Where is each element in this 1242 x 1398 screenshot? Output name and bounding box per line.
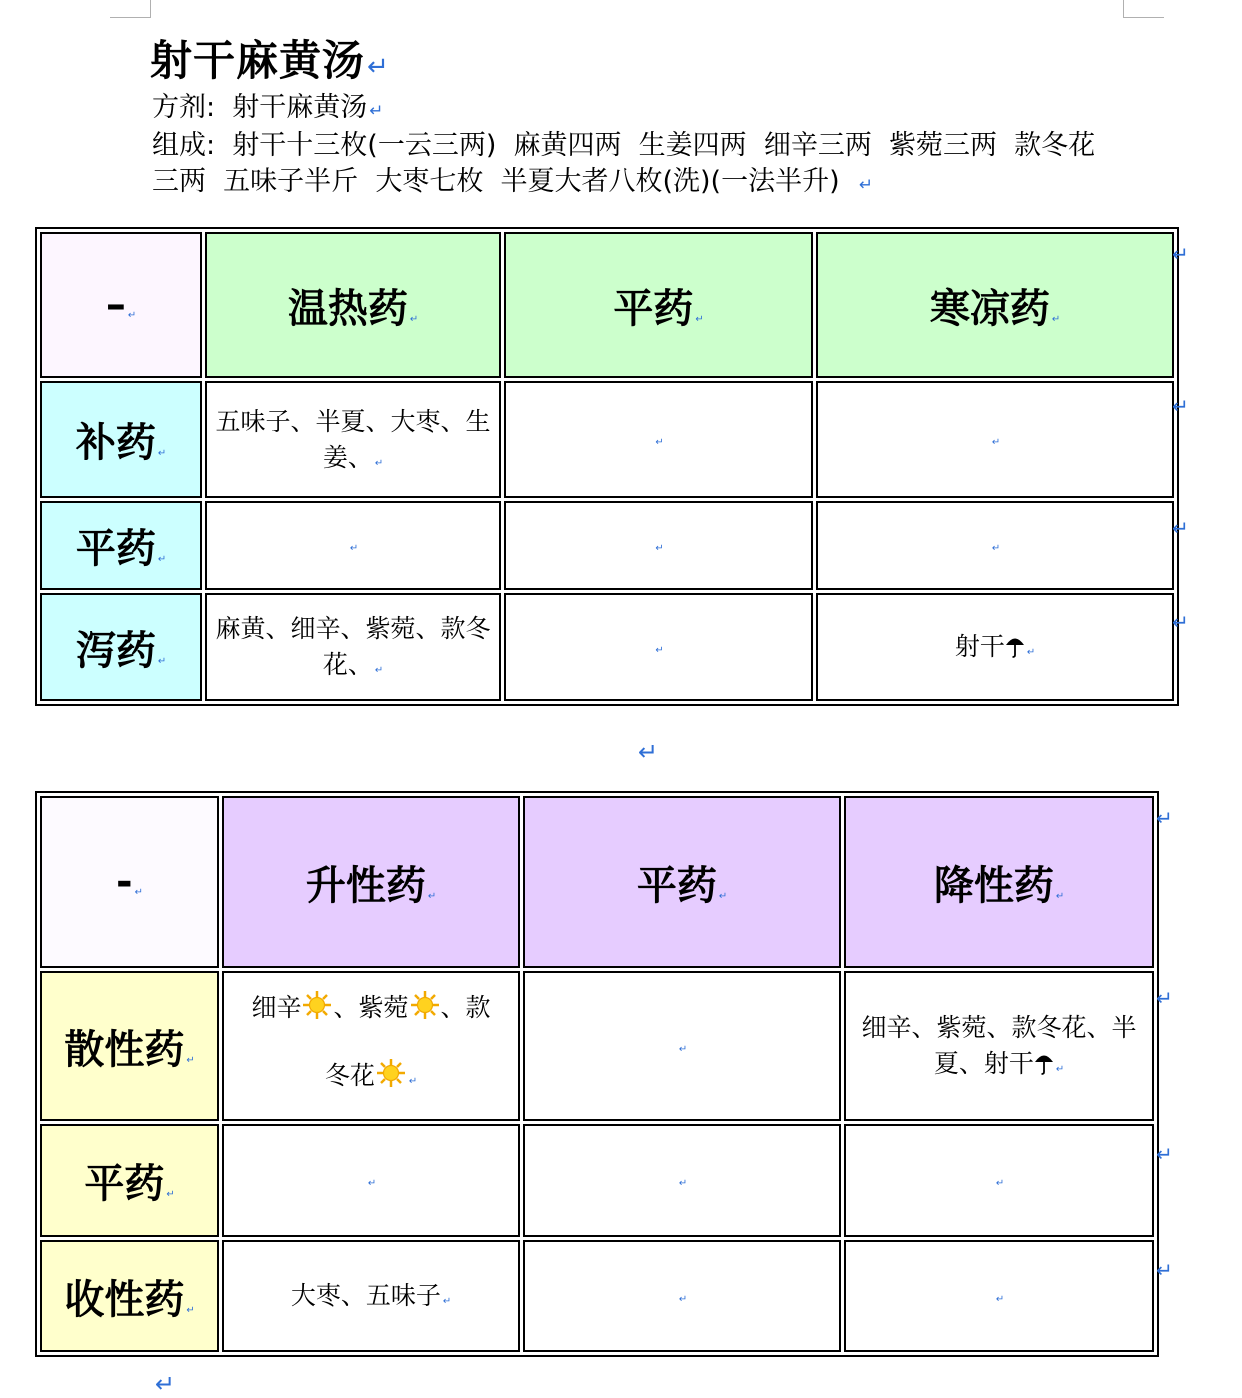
direction-table <box>35 791 1159 1357</box>
return-mark-icon: ↵ <box>995 1293 1005 1305</box>
table2-header-descending: 降性药 ↵ <box>844 796 1154 968</box>
composition-text-2: 三两 五味子半斤 大枣七枚 半夏大者八枚(洗)(一法半升) <box>152 166 840 197</box>
umbrella-icon <box>1034 1051 1054 1075</box>
return-mark-icon: ↵ <box>134 887 143 898</box>
table1-cell <box>504 593 813 701</box>
table1-cell: 五味子、半夏、大枣、生姜、 ↵ <box>205 381 501 498</box>
return-mark-icon: ↵ <box>408 1075 418 1087</box>
table1-corner-cell: – ↵ <box>40 232 202 378</box>
table2-header-ascending: 升性药 ↵ <box>222 796 520 968</box>
row-end-mark: ↵ <box>1172 394 1189 418</box>
table1-cell: 射干 ↵ <box>816 593 1174 701</box>
sun-icon <box>376 1058 406 1088</box>
return-mark-icon: ↵ <box>655 437 664 448</box>
table1-cell <box>504 381 813 498</box>
sun-icon <box>302 990 332 1020</box>
table1-cell <box>816 381 1174 498</box>
temperature-table <box>35 227 1179 706</box>
table2-cell: 细辛、紫菀、款冬花、半夏、射干 ↵ <box>844 971 1154 1121</box>
return-mark-icon: ↵ <box>678 1178 688 1189</box>
table2-row-label-dispersing: 散性药 ↵ <box>40 971 219 1121</box>
return-mark-icon: ↵ <box>186 1054 195 1066</box>
return-mark-icon: ↵ <box>655 644 664 656</box>
return-mark-icon: ↵ <box>157 554 167 565</box>
return-mark-icon: ↵ <box>367 52 390 82</box>
row-end-mark: ↵ <box>1156 1258 1173 1282</box>
return-mark-icon: ↵ <box>442 1296 452 1307</box>
table2-cell <box>222 1124 520 1237</box>
page-corner-mark-right <box>1123 0 1164 18</box>
table1-header-neutral: 平药 ↵ <box>504 232 813 378</box>
sun-icon <box>410 990 440 1020</box>
row-end-mark: ↵ <box>1156 986 1173 1010</box>
composition-line <box>152 128 1095 164</box>
return-mark-icon: ↵ <box>427 890 437 902</box>
return-mark-icon: ↵ <box>991 543 1001 554</box>
return-mark-icon: ↵ <box>369 100 384 120</box>
table2-cell: 大枣、五味子 ↵ <box>222 1240 520 1352</box>
return-mark-icon: ↵ <box>1055 890 1065 902</box>
return-mark-icon: ↵ <box>718 890 728 902</box>
table2-cell <box>523 1240 841 1352</box>
table2-header-neutral: 平药 ↵ <box>523 796 841 968</box>
table2-cell <box>523 971 841 1121</box>
return-mark-icon: ↵ <box>374 457 384 469</box>
return-mark-icon: ↵ <box>409 313 419 325</box>
table2-cell <box>523 1124 841 1237</box>
table1-cell <box>816 501 1174 590</box>
table2-row-label-neutral: 平药 ↵ <box>40 1124 219 1237</box>
composition-line-cont <box>152 164 873 202</box>
row-end-mark: ↵ <box>1156 806 1173 830</box>
return-mark-icon: ↵ <box>374 665 384 676</box>
row-end-mark: ↵ <box>1172 242 1189 266</box>
return-mark-icon: ↵ <box>157 448 167 459</box>
return-mark-icon: ↵ <box>858 174 873 194</box>
composition-text-1: 射干十三枚(一云三两) 麻黄四两 生姜四两 细辛三两 紫菀三两 款冬花 <box>232 130 1096 161</box>
return-mark-icon: ↵ <box>127 310 137 321</box>
formula-name: 射干麻黄汤 <box>232 92 368 123</box>
umbrella-icon <box>1005 634 1025 658</box>
table2-cell <box>844 1124 1154 1237</box>
table2-cell <box>844 1240 1154 1352</box>
table2-row-label-astringent: 收性药 ↵ <box>40 1240 219 1352</box>
return-mark-icon: ↵ <box>695 313 704 325</box>
return-mark-icon: ↵ <box>1051 313 1061 325</box>
return-mark-icon: ↵ <box>157 655 167 667</box>
formula-line <box>152 90 383 128</box>
return-mark-icon: ↵ <box>1026 647 1036 658</box>
return-mark-icon: ↵ <box>186 1304 195 1316</box>
table1-row-label-tonify: 补药 ↵ <box>40 381 202 498</box>
return-mark-icon: ↵ <box>678 1043 688 1055</box>
document-title: 射干麻黄汤↵ <box>150 36 390 85</box>
composition-label: 组成: <box>152 130 216 161</box>
return-mark-icon: ↵ <box>995 1178 1005 1189</box>
paragraph-mark: ↵ <box>638 738 659 766</box>
return-mark-icon: ↵ <box>349 543 359 554</box>
table1-cell: 麻黄、细辛、紫菀、款冬花、 ↵ <box>205 593 501 701</box>
table1-cell <box>205 501 501 590</box>
paragraph-mark: ↵ <box>155 1370 176 1398</box>
table1-cell <box>504 501 813 590</box>
return-mark-icon: ↵ <box>166 1189 175 1200</box>
return-mark-icon: ↵ <box>655 543 664 554</box>
return-mark-icon: ↵ <box>991 437 1001 448</box>
table1-row-label-neutral: 平药 ↵ <box>40 501 202 590</box>
page-corner-mark-left <box>110 0 151 18</box>
table1-header-cold: 寒凉药 ↵ <box>816 232 1174 378</box>
table1-header-warm: 温热药 ↵ <box>205 232 501 378</box>
table2-cell: 细辛 、紫菀 、款 冬花 ↵ <box>222 971 520 1121</box>
row-end-mark: ↵ <box>1172 610 1189 634</box>
row-end-mark: ↵ <box>1172 516 1189 540</box>
return-mark-icon: ↵ <box>1055 1064 1065 1075</box>
return-mark-icon: ↵ <box>367 1178 377 1189</box>
row-end-mark: ↵ <box>1156 1142 1173 1166</box>
formula-label: 方剂: <box>152 92 216 123</box>
return-mark-icon: ↵ <box>678 1293 688 1305</box>
table2-corner-cell: - ↵ <box>40 796 219 968</box>
table1-row-label-purge: 泻药 ↵ <box>40 593 202 701</box>
